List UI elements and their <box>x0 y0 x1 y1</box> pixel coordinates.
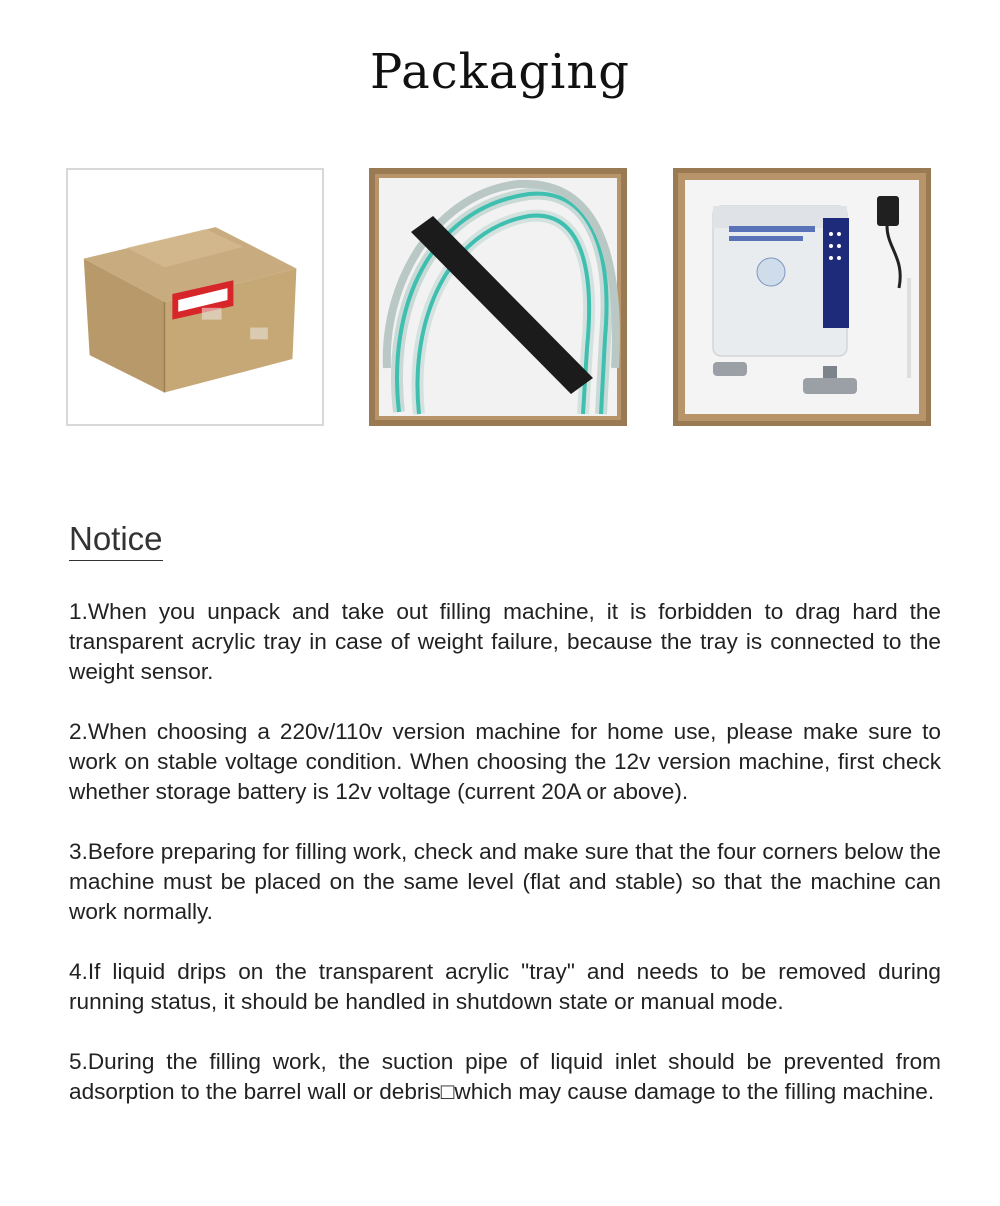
page-title: Packaging <box>369 44 631 100</box>
notice-heading: Notice <box>69 520 163 561</box>
cardboard-box-image <box>68 170 322 424</box>
machine-in-box-photo <box>673 168 931 426</box>
cardboard-box-photo <box>66 168 324 426</box>
notice-item-3: 3.Before preparing for filling work, check and make sure that the four corners below the machine must be placed on the same level (flat and stable) so that the machine can work normally. <box>69 839 941 924</box>
tubes-in-box-image <box>369 168 627 426</box>
notice-item-1: 1.When you unpack and take out filling machine, it is forbidden to drag hard the transparent acrylic tray in case of weight failure, because the tray is connected to the weight sensor. <box>69 599 941 684</box>
notice-item-4: 4.If liquid drips on the transparent acrylic "tray" and needs to be removed during running status, it should be handled in shutdown state or manual mode. <box>69 959 941 1014</box>
notice-list <box>69 597 941 1137</box>
machine-in-box-image <box>673 168 931 426</box>
notice-item-5: 5.During the filling work, the suction pipe of liquid inlet should be prevented from adsorption to the barrel wall or debris□which may cause damage to the filling machine. <box>69 1049 941 1104</box>
tubes-in-box-photo <box>369 168 627 426</box>
notice-item-2: 2.When choosing a 220v/110v version machine for home use, please make sure to work on stable voltage condition. When choosing the 12v version machine, first check whether storage battery is 12v voltage (current 20A or above). <box>69 719 941 804</box>
